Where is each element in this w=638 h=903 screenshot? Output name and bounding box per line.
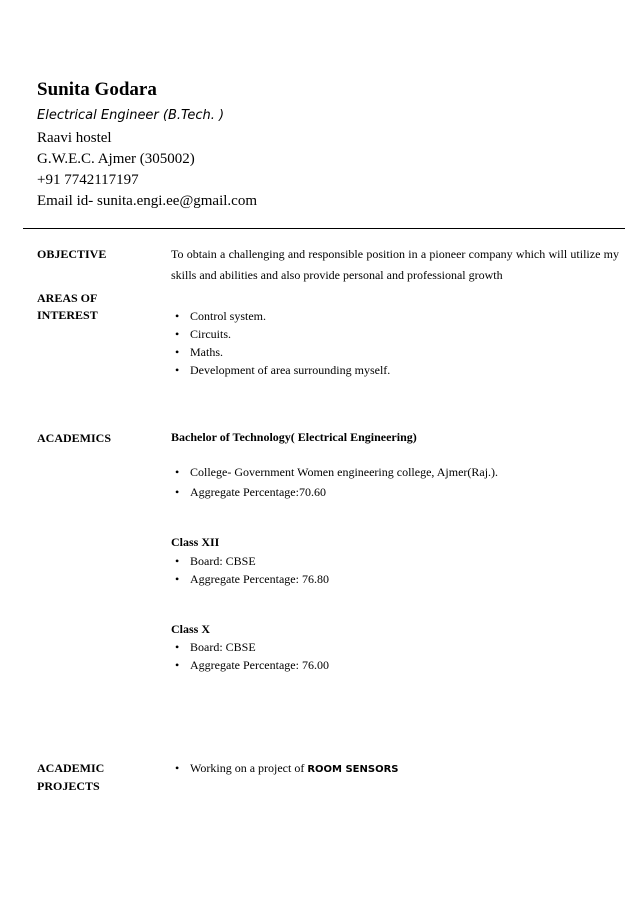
- address-line-1: Raavi hostel: [37, 130, 112, 146]
- objective-text: To obtain a challenging and responsible position in a pioneer company which will utilize my skills and abilities and also provide personal and professional growth: [171, 247, 619, 282]
- project-item: [190, 761, 399, 776]
- candidate-name: Sunita Godara: [37, 79, 157, 100]
- degree-item: • Aggregate Percentage:70.60: [190, 485, 326, 500]
- class12-item: • Board: CBSE: [190, 554, 256, 569]
- objective-label: OBJECTIVE: [37, 247, 107, 261]
- interests-label-line1: AREAS OF: [37, 291, 98, 305]
- projects-label-line2: PROJECTS: [37, 779, 100, 793]
- phone-number: +91 7742117197: [37, 172, 139, 188]
- interest-item: • Circuits.: [190, 327, 231, 342]
- class12-title: Class XII: [171, 535, 220, 549]
- interest-item: • Maths.: [190, 345, 223, 360]
- class10-item: • Aggregate Percentage: 76.00: [190, 658, 329, 673]
- address-line-2: G.W.E.C. Ajmer (305002): [37, 151, 195, 167]
- project-highlight: ROOM SENSORS: [307, 764, 399, 775]
- candidate-title: Electrical Engineer (B.Tech. ): [37, 108, 225, 123]
- projects-label-line1: ACADEMIC: [37, 761, 105, 775]
- class12-item: • Aggregate Percentage: 76.80: [190, 572, 329, 587]
- degree-title: Bachelor of Technology( Electrical Engineering): [171, 430, 417, 444]
- degree-item: • College- Government Women engineering college, Ajmer(Raj.).: [190, 465, 498, 480]
- class10-item: • Board: CBSE: [190, 640, 256, 655]
- interests-label-line2: INTEREST: [37, 308, 98, 322]
- header-divider: [23, 228, 625, 229]
- project-item-text: Working on a project of: [190, 761, 308, 775]
- interest-item: • Control system.: [190, 309, 266, 324]
- class10-title: Class X: [171, 622, 211, 636]
- academics-label: ACADEMICS: [37, 431, 112, 445]
- email-address: Email id- sunita.engi.ee@gmail.com: [37, 193, 258, 209]
- interest-item: • Development of area surrounding myself.: [190, 363, 390, 378]
